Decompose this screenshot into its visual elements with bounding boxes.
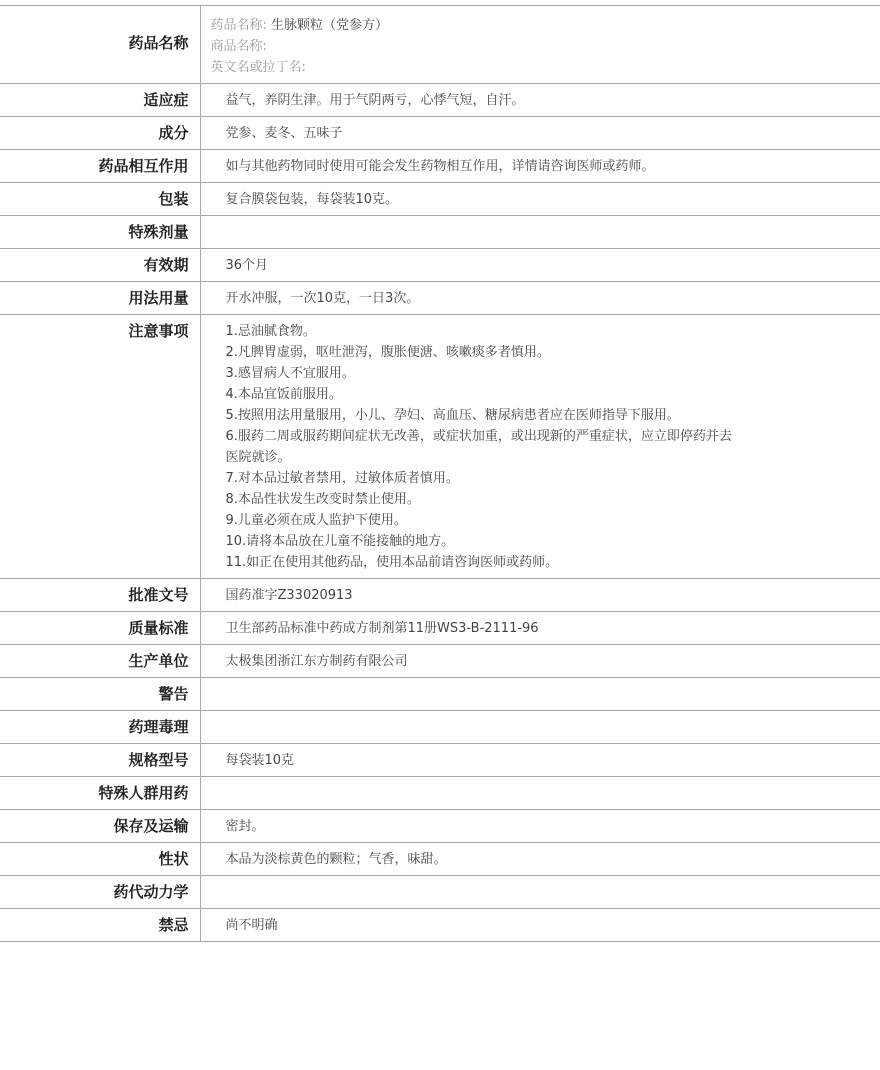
row-label: 药理毒理	[0, 711, 200, 744]
generic-name-label: 药品名称:	[210, 18, 267, 33]
row-special-dosage	[0, 216, 880, 249]
row-label: 保存及运输	[0, 810, 200, 843]
row-drug-name	[0, 6, 880, 84]
row-label: 警告	[0, 678, 200, 711]
row-label: 成分	[0, 117, 200, 150]
row-label: 特殊剂量	[0, 216, 200, 249]
trade-name-line	[211, 36, 880, 57]
precaution-line: 6.服药二周或服药期间症状无改善，或症状加重，或出现新的严重症状，应立即停药并去	[225, 429, 732, 444]
precaution-line: 2.凡脾胃虚弱，呕吐泄泻，腹胀便溏、咳嗽痰多者慎用。	[225, 345, 550, 360]
row-label: 药品相互作用	[0, 150, 200, 183]
row-label: 生产单位	[0, 645, 200, 678]
row-value: 卫生部药品标准中药成方制剂第11册WS3-B-2111-96	[200, 612, 880, 645]
row-warning	[0, 678, 880, 711]
drug-spec-table	[0, 5, 880, 942]
row-interactions	[0, 150, 880, 183]
row-contraindications	[0, 909, 880, 942]
row-pharmacology	[0, 711, 880, 744]
row-label: 特殊人群用药	[0, 777, 200, 810]
row-value: 益气，养阴生津。用于气阴两亏，心悸气短，自汗。	[200, 84, 880, 117]
row-label: 包装	[0, 183, 200, 216]
row-label: 用法用量	[0, 282, 200, 315]
row-usage	[0, 282, 880, 315]
row-value: 复合膜袋包装，每袋装10克。	[200, 183, 880, 216]
row-label: 性状	[0, 843, 200, 876]
row-label: 规格型号	[0, 744, 200, 777]
row-label: 质量标准	[0, 612, 200, 645]
row-label: 有效期	[0, 249, 200, 282]
precaution-line: 4.本品宜饭前服用。	[225, 387, 342, 402]
precaution-line: 7.对本品过敏者禁用，过敏体质者慎用。	[225, 471, 459, 486]
row-value: 36个月	[200, 249, 880, 282]
precaution-line: 1.忌油腻食物。	[225, 324, 316, 339]
row-value	[200, 216, 880, 249]
precaution-line: 11.如正在使用其他药品，使用本品前请咨询医师或药师。	[225, 555, 559, 570]
row-packaging	[0, 183, 880, 216]
trade-name-label: 商品名称:	[210, 39, 267, 54]
row-value	[200, 678, 880, 711]
row-special-population	[0, 777, 880, 810]
row-specification	[0, 744, 880, 777]
row-value	[200, 777, 880, 810]
row-value: 国药准字Z33020913	[200, 579, 880, 612]
english-name-line	[211, 57, 880, 78]
row-manufacturer	[0, 645, 880, 678]
row-label: 药品名称	[0, 6, 200, 84]
precaution-line: 8.本品性状发生改变时禁止使用。	[225, 492, 420, 507]
row-value: 如与其他药物同时使用可能会发生药物相互作用，详情请咨询医师或药师。	[200, 150, 880, 183]
row-value: 尚不明确	[200, 909, 880, 942]
row-value	[200, 315, 880, 579]
row-ingredients	[0, 117, 880, 150]
row-value: 党参、麦冬、五味子	[200, 117, 880, 150]
row-appearance	[0, 843, 880, 876]
row-pharmacokinetics	[0, 876, 880, 909]
precaution-line: 10.请将本品放在儿童不能接触的地方。	[225, 534, 455, 549]
row-quality-standard	[0, 612, 880, 645]
row-shelf-life	[0, 249, 880, 282]
row-value: 本品为淡棕黄色的颗粒；气香，味甜。	[200, 843, 880, 876]
precaution-line: 9.儿童必须在成人监护下使用。	[225, 513, 407, 528]
precaution-line: 医院就诊。	[225, 450, 291, 465]
row-value: 太极集团浙江东方制药有限公司	[200, 645, 880, 678]
precaution-line: 3.感冒病人不宜服用。	[225, 366, 355, 381]
row-value	[200, 711, 880, 744]
row-value	[200, 876, 880, 909]
generic-name-value: 生脉颗粒（党参方）	[271, 18, 389, 33]
row-label: 注意事项	[0, 315, 200, 579]
row-storage	[0, 810, 880, 843]
row-label: 批准文号	[0, 579, 200, 612]
row-value	[200, 6, 880, 84]
row-precautions	[0, 315, 880, 579]
row-value: 开水冲服，一次10克，一日3次。	[200, 282, 880, 315]
generic-name-line	[211, 15, 880, 36]
row-indications	[0, 84, 880, 117]
row-label: 禁忌	[0, 909, 200, 942]
row-value: 密封。	[200, 810, 880, 843]
english-name-label: 英文名或拉丁名:	[210, 60, 306, 75]
precaution-line: 5.按照用法用量服用，小儿、孕妇、高血压、糖尿病患者应在医师指导下服用。	[225, 408, 680, 423]
row-approval-number	[0, 579, 880, 612]
row-label: 适应症	[0, 84, 200, 117]
row-value: 每袋装10克	[200, 744, 880, 777]
row-label: 药代动力学	[0, 876, 200, 909]
